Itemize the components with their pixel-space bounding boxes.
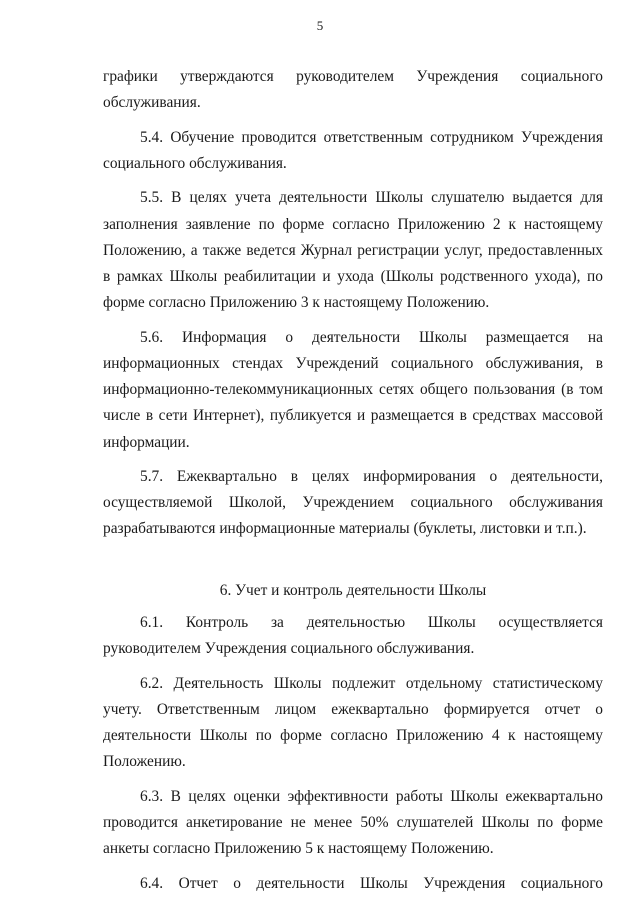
paragraph-6-4: 6.4. Отчет о деятельности Школы Учреждения социального	[140, 874, 603, 892]
paragraph-6-1: 6.1. Контроль за деятельностью Школы осуществляется руководителем Учреждения социального обслуживания.	[103, 613, 603, 658]
paragraphs-after	[103, 610, 603, 897]
paragraphs-before	[103, 64, 603, 543]
paragraph: графики утверждаются руководителем Учреждения социального обслуживания.	[103, 68, 603, 112]
page-number: 5	[316, 18, 324, 33]
paragraph-6-2: 6.2. Деятельность Школы подлежит отдельному статистическому учету. Ответственным лицом ежеквартально формируется отчет о деятельности Школы по форме согласно Приложению 4 к настоящему Положению.	[103, 674, 603, 771]
paragraph-5-6: 5.6. Информация о деятельности Школы размещается на информационных стендах Учреждений социального обслуживания, в информационно-телекоммуникационных сетях общего пользования (в том числе в сети Интернет), публикуется и размещается в средствах массовой информации.	[103, 328, 603, 451]
paragraph-5-5: 5.5. В целях учета деятельности Школы слушателю выдается для заполнения заявление по форме согласно Приложению 2 к настоящему Положению, а также ведется Журнал регистрации услуг, предоставленных в рамках Школы реабилитации и ухода (Школы родственного ухода), по форме согласно Приложению 3 к настоящему Положению.	[103, 189, 603, 312]
paragraph-6-3: 6.3. В целях оценки эффективности работы Школы ежеквартально проводится анкетирование не менее 50% слушателей Школы по форме анкеты согласно Приложению 5 к настоящему Положению.	[103, 787, 603, 858]
paragraph-5-4: 5.4. Обучение проводится ответственным сотрудником Учреждения социального обслуживания.	[103, 128, 603, 172]
document-body	[103, 64, 603, 905]
section-heading: 6. Учет и контроль деятельности Школы	[219, 581, 487, 599]
paragraph-5-7: 5.7. Ежеквартально в целях информирования о деятельности, осуществляемой Школой, Учреждением социального обслуживания разрабатываются информационные материалы (буклеты, листовки и т.п.).	[103, 468, 603, 538]
